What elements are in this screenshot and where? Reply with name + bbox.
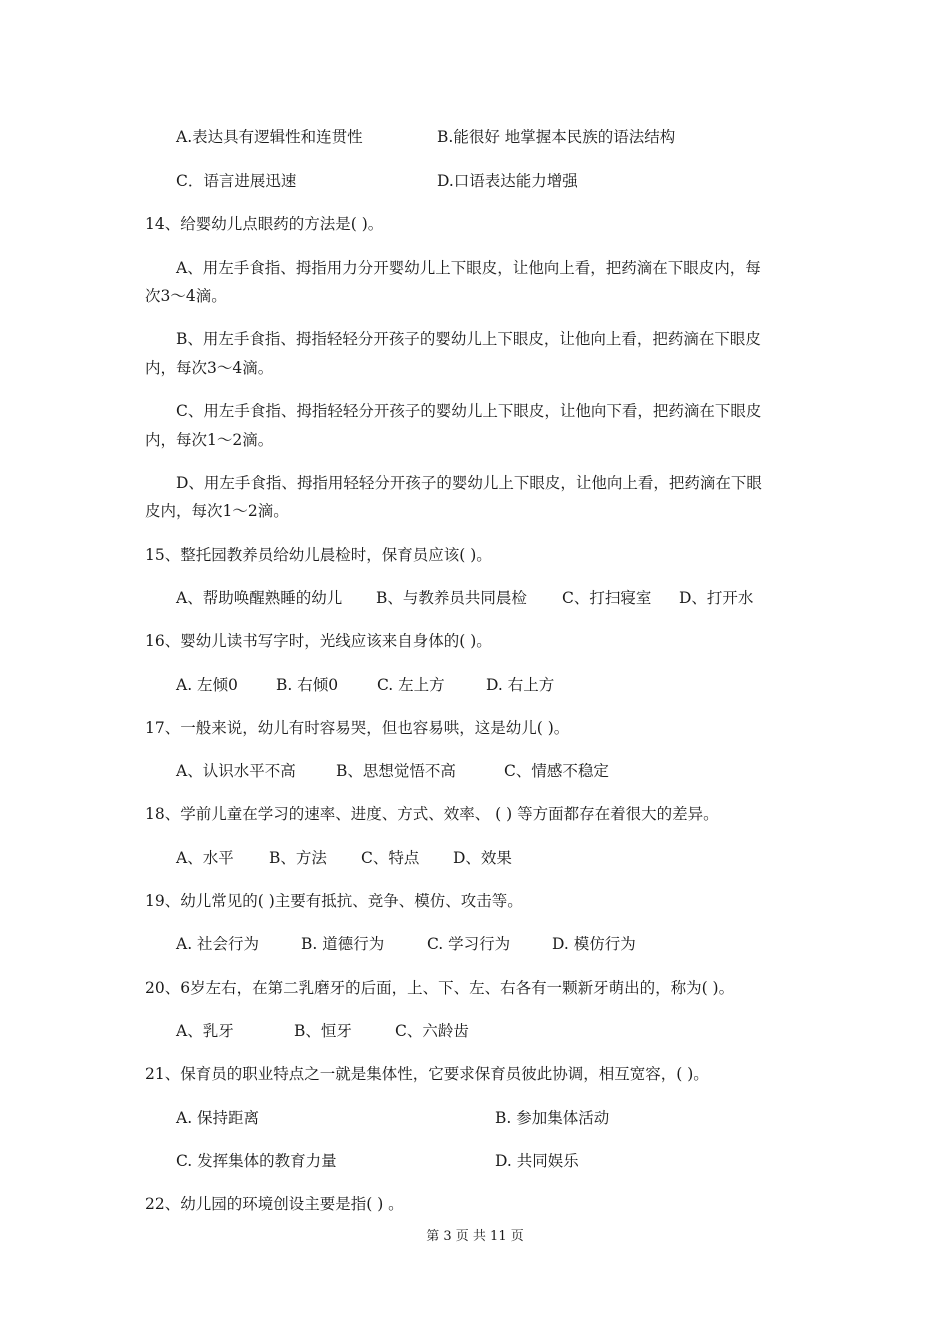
q14-option-d-line2: 皮内，每次1～2滴。 — [145, 502, 289, 520]
q17-stem: 17、一般来说，幼儿有时容易哭，但也容易哄，这是幼儿( )。 — [145, 719, 570, 737]
q15-option-d: D、打开水 — [679, 589, 754, 607]
q20-option-a: A、乳牙 — [176, 1022, 234, 1040]
q20-stem: 20、6岁左右，在第二乳磨牙的后面，上、下、左、右各有一颗新牙萌出的，称为( )。 — [145, 979, 735, 997]
q14-stem: 14、给婴幼儿点眼药的方法是( )。 — [145, 215, 384, 233]
q14-option-c-line2: 内，每次1～2滴。 — [145, 431, 274, 449]
q21-option-b: B. 参加集体活动 — [495, 1109, 610, 1127]
page-number-footer: 第 3 页 共 11 页 — [426, 1229, 524, 1244]
q20-option-b: B、恒牙 — [294, 1022, 352, 1040]
q13-option-a: A.表达具有逻辑性和连贯性 — [176, 128, 363, 146]
q13-option-c: C．语言进展迅速 — [176, 172, 297, 190]
q17-option-a: A、认识水平不高 — [176, 762, 296, 780]
q15-option-c: C、打扫寝室 — [562, 589, 652, 607]
q16-option-c: C. 左上方 — [377, 676, 445, 694]
q20-option-c: C、六龄齿 — [395, 1022, 469, 1040]
q16-option-b: B. 右倾0 — [276, 676, 339, 694]
q19-option-d: D. 模仿行为 — [552, 935, 636, 953]
q16-option-d: D. 右上方 — [486, 676, 555, 694]
q19-stem: 19、幼儿常见的( )主要有抵抗、竞争、模仿、攻击等。 — [145, 892, 523, 910]
q14-option-a-line2: 次3～4滴。 — [145, 287, 227, 305]
q21-option-a: A. 保持距离 — [176, 1109, 260, 1127]
q19-option-b: B. 道德行为 — [301, 935, 385, 953]
q14-option-d-line1: D、用左手食指、拇指用轻轻分开孩子的婴幼儿上下眼皮，让他向上看，把药滴在下眼 — [176, 474, 762, 492]
q21-stem: 21、保育员的职业特点之一就是集体性，它要求保育员彼此协调，相互宽容，( )。 — [145, 1065, 709, 1083]
q19-option-a: A. 社会行为 — [176, 935, 260, 953]
q15-stem: 15、整托园教养员给幼儿晨检时，保育员应该( )。 — [145, 546, 492, 564]
q16-option-a: A. 左倾0 — [176, 676, 238, 694]
q21-option-c: C. 发挥集体的教育力量 — [176, 1152, 337, 1170]
q13-option-b: B.能很好 地掌握本民族的语法结构 — [437, 128, 676, 146]
q14-option-b-line1: B、用左手食指、拇指轻轻分开孩子的婴幼儿上下眼皮，让他向上看，把药滴在下眼皮 — [176, 330, 761, 348]
q15-option-a: A、帮助唤醒熟睡的幼儿 — [176, 589, 343, 607]
q13-option-d: D.口语表达能力增强 — [437, 172, 578, 190]
q18-option-c: C、特点 — [361, 849, 420, 867]
q22-stem: 22、幼儿园的环境创设主要是指( ) 。 — [145, 1195, 404, 1213]
q14-option-a-line1: A、用左手食指、拇指用力分开婴幼儿上下眼皮，让他向上看，把药滴在下眼皮内，每 — [176, 259, 761, 277]
q18-option-b: B、方法 — [269, 849, 327, 867]
q17-option-c: C、情感不稳定 — [504, 762, 609, 780]
q17-option-b: B、思想觉悟不高 — [336, 762, 456, 780]
q14-option-b-line2: 内，每次3～4滴。 — [145, 359, 274, 377]
q18-option-a: A、水平 — [176, 849, 234, 867]
q19-option-c: C. 学习行为 — [427, 935, 511, 953]
q14-option-c-line1: C、用左手食指、拇指轻轻分开孩子的婴幼儿上下眼皮，让他向下看，把药滴在下眼皮 — [176, 402, 762, 420]
q15-option-b: B、与教养员共同晨检 — [376, 589, 527, 607]
q16-stem: 16、婴幼儿读书写字时，光线应该来自身体的( )。 — [145, 632, 492, 650]
q18-option-d: D、效果 — [453, 849, 512, 867]
q18-stem: 18、学前儿童在学习的速率、进度、方式、效率、 ( ) 等方面都存在着很大的差异。 — [145, 805, 719, 823]
q21-option-d: D. 共同娱乐 — [495, 1152, 579, 1170]
